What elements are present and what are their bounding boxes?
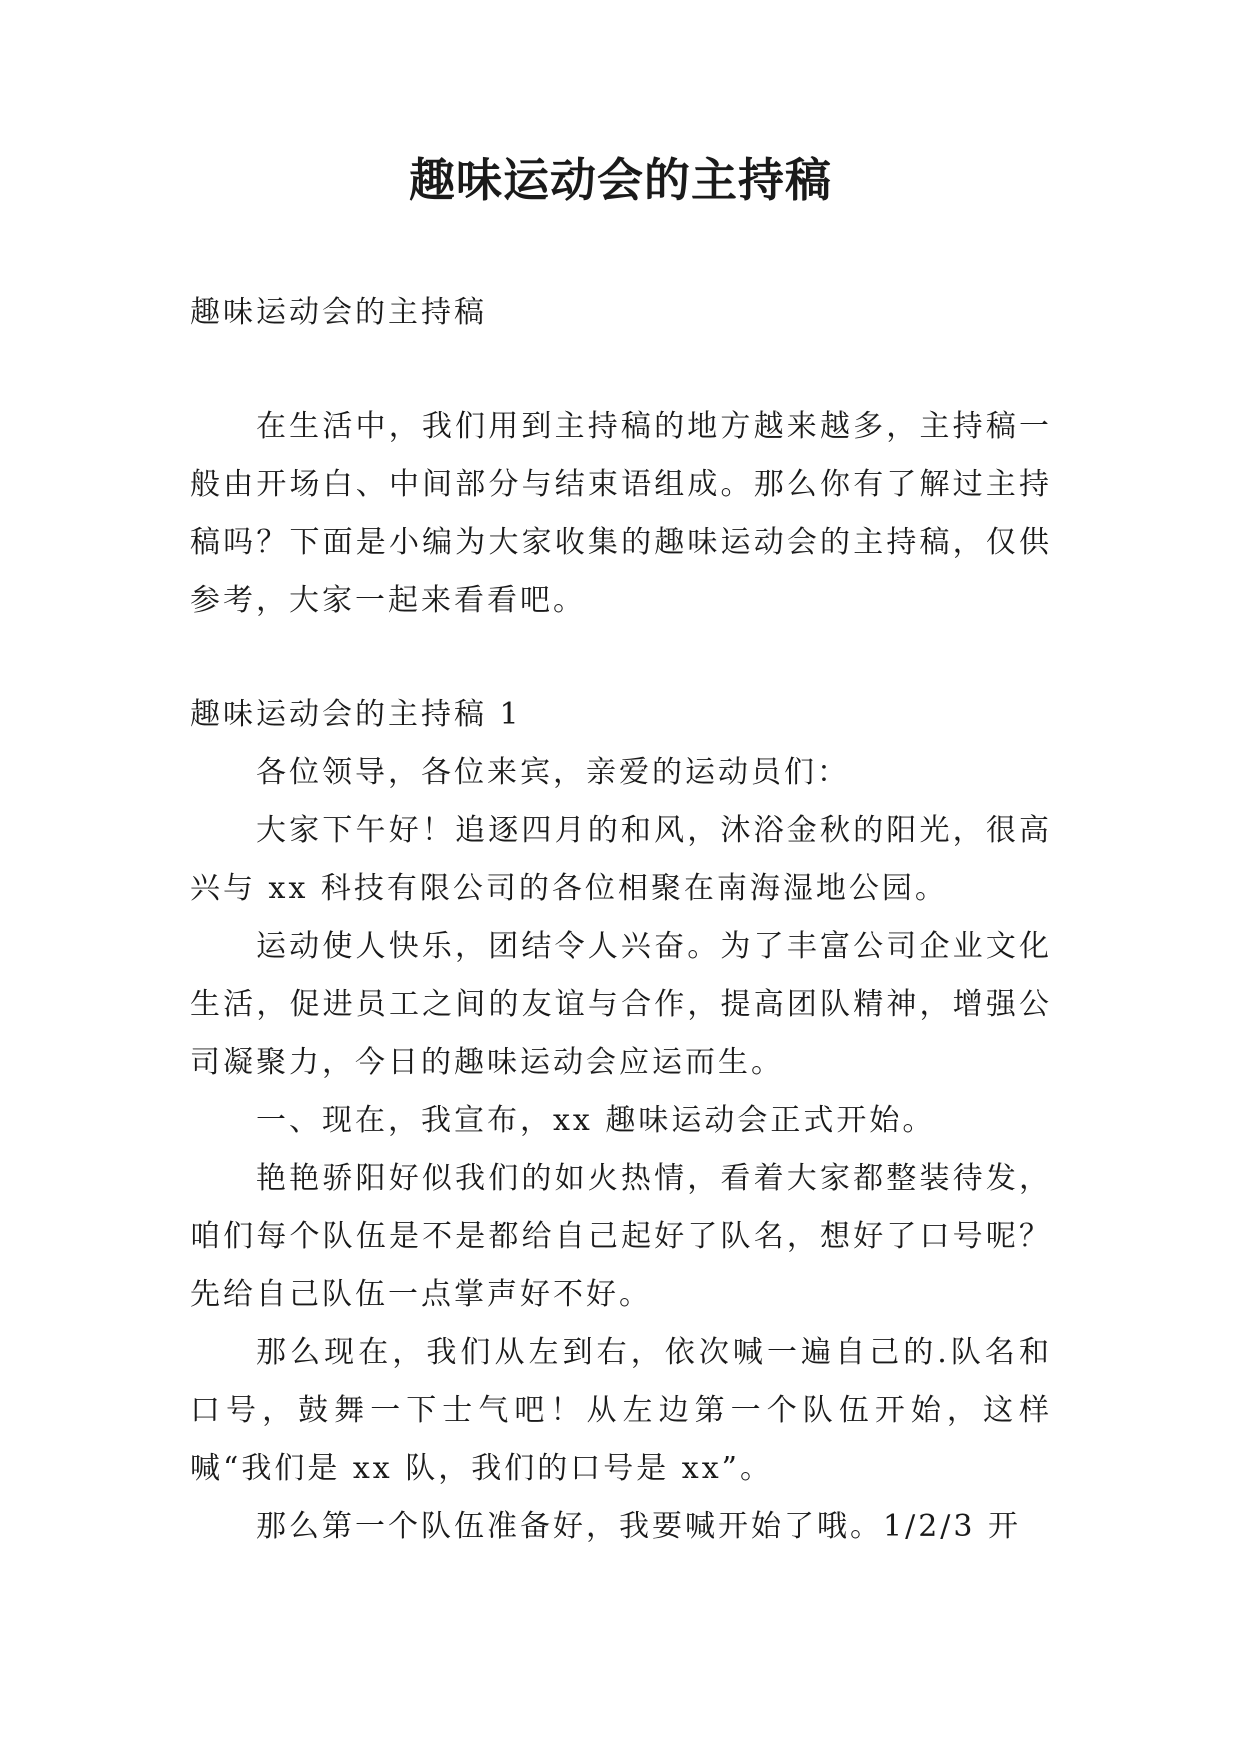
spacer [190,342,1052,398]
body-paragraph: 一、现在，我宣布，xx 趣味运动会正式开始。 [256,1103,936,1138]
body-paragraph: 艳艳骄阳好似我们的如火热情，看着大家都整装待发，咱们每个队伍是不是都给自己起好了队名，想好了口号呢？先给自己队伍一点掌声好不好。 [190,1161,1052,1312]
body-paragraph: 各位领导，各位来宾，亲爱的运动员们： [256,755,850,790]
spacer [190,630,1052,686]
body-paragraph: 大家下午好！追逐四月的和风，沐浴金秋的阳光，很高兴与 xx 科技有限公司的各位相聚在南海湿地公园。 [190,813,1052,906]
document-body [190,284,1052,1556]
body-paragraph: 那么第一个队伍准备好，我要喊开始了哦。1/2/3 开 [256,1509,1022,1544]
body-paragraph: 运动使人快乐，团结令人兴奋。为了丰富公司企业文化生活，促进员工之间的友谊与合作，提高团队精神，增强公司凝聚力，今日的趣味运动会应运而生。 [190,929,1052,1080]
body-paragraph: 那么现在，我们从左到右，依次喊一遍自己的.队名和口号，鼓舞一下士气吧！从左边第一个队伍开始，这样喊“我们是 xx 队，我们的口号是 xx”。 [190,1335,1052,1486]
intro-paragraph: 在生活中，我们用到主持稿的地方越来越多，主持稿一般由开场白、中间部分与结束语组成。那么你有了解过主持稿吗？下面是小编为大家收集的趣味运动会的主持稿，仅供参考，大家一起来看看吧。 [190,409,1052,618]
document-title: 趣味运动会的主持稿 [409,153,832,207]
document-subtitle: 趣味运动会的主持稿 [190,295,487,330]
section-heading: 趣味运动会的主持稿 1 [190,697,522,732]
